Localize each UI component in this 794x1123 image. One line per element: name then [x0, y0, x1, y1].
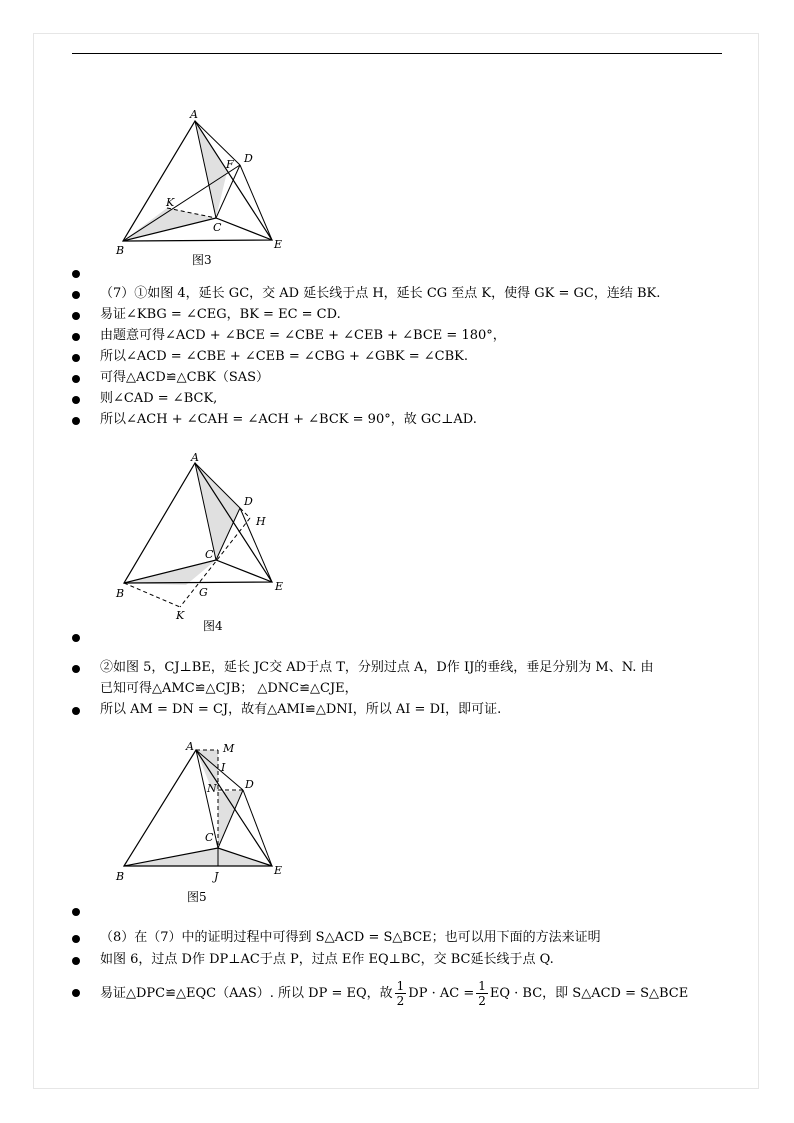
figure-4 [105, 450, 295, 620]
bullet [72, 908, 80, 916]
label-b: B [116, 244, 125, 257]
bullet [72, 396, 80, 404]
s7-line6: 则∠CAD = ∠BCK, [100, 391, 218, 406]
label-j: J [214, 870, 219, 883]
bullet [72, 354, 80, 362]
s7b-line1b: 已知可得△AMC≌△CJB； △DNC≌△CJE， [100, 681, 358, 696]
label-a: A [191, 451, 199, 464]
label-d: D [245, 778, 254, 791]
bullet [72, 989, 80, 997]
bullet [72, 312, 80, 320]
label-c: C [205, 831, 214, 844]
bullet [72, 634, 80, 642]
label-c: C [205, 548, 214, 561]
label-f: F [226, 158, 234, 171]
bullet [72, 291, 80, 299]
label-e: E [275, 580, 284, 593]
label-a: A [186, 740, 194, 753]
s8-line1: （8）在（7）中的证明过程中可得到 S△ACD = S△BCE；也可以用下面的方法来证明 [100, 930, 601, 945]
fraction-half: $\frac{1}{2}$ [396, 979, 405, 1008]
s7-line1: （7）①如图 4，延长 GC，交 AD 延长线于点 H，延长 CG 至点 K，使得 GK = GC，连结 BK. [100, 286, 661, 301]
bullet [72, 417, 80, 425]
s7-line2: 易证∠KBG = ∠CEG，BK = EC = CD. [100, 307, 341, 322]
fraction-half: $\frac{1}{2}$ [478, 979, 486, 1008]
label-c: C [213, 221, 222, 234]
figure-5 [105, 735, 295, 885]
s8-line3-a: 易证△DPC≌△EQC（AAS）. 所以 DP = EQ，故 [100, 986, 393, 1001]
s7-line5: 可得△ACD≌△CBK（SAS） [100, 370, 270, 385]
label-e: E [274, 238, 283, 251]
figure-3-caption: 图3 [192, 253, 212, 267]
s7b-line1: ②如图 5，CJ⊥BE，延长 JC交 AD于点 T，分别过点 A，D作 IJ的垂线，垂足分别为 M、N. 由 [100, 660, 654, 675]
header-rule [72, 53, 722, 54]
s7-line3: 由题意可得∠ACD + ∠BCE = ∠CBE + ∠CEB + ∠BCE = 180°， [100, 328, 506, 343]
bullet [72, 270, 80, 278]
figure-4-caption: 图4 [203, 619, 223, 633]
label-k: K [166, 196, 175, 209]
bullet [72, 957, 80, 965]
label-e: E [274, 864, 283, 877]
label-m: M [223, 742, 235, 755]
label-b: B [116, 870, 125, 883]
s7-line4: 所以∠ACD = ∠CBE + ∠CEB = ∠CBG + ∠GBK = ∠CBK. [100, 349, 468, 364]
bullet [72, 935, 80, 943]
label-i: I [221, 761, 226, 774]
label-g: G [199, 586, 208, 599]
bullet [72, 333, 80, 341]
bullet [72, 375, 80, 383]
label-d: D [244, 152, 253, 165]
label-a: A [190, 108, 198, 121]
label-n: N [207, 782, 217, 795]
label-b: B [116, 587, 125, 600]
bullet [72, 707, 80, 715]
label-h: H [256, 515, 266, 528]
s7b-line2: 所以 AM = DN = CJ，故有△AMI≌△DNI，所以 AI = DI，即可证. [100, 702, 502, 717]
s8-line3-c: EQ · BC，即 S△ACD = S△BCE [489, 986, 689, 1001]
figure-5-caption: 图5 [187, 890, 207, 904]
label-k: K [176, 609, 185, 620]
s8-line3-b: DP · AC = [408, 986, 475, 1001]
s8-line3 [100, 978, 688, 1010]
s8-line2: 如图 6，过点 D作 DP⊥AC于点 P，过点 E作 EQ⊥BC，交 BC延长线于点 Q. [100, 952, 554, 967]
s7-line7: 所以∠ACH + ∠CAH = ∠ACH + ∠BCK = 90°，故 GC⊥AD. [100, 412, 477, 427]
figure-3 [100, 105, 300, 275]
label-d: D [244, 495, 253, 508]
bullet [72, 665, 80, 673]
